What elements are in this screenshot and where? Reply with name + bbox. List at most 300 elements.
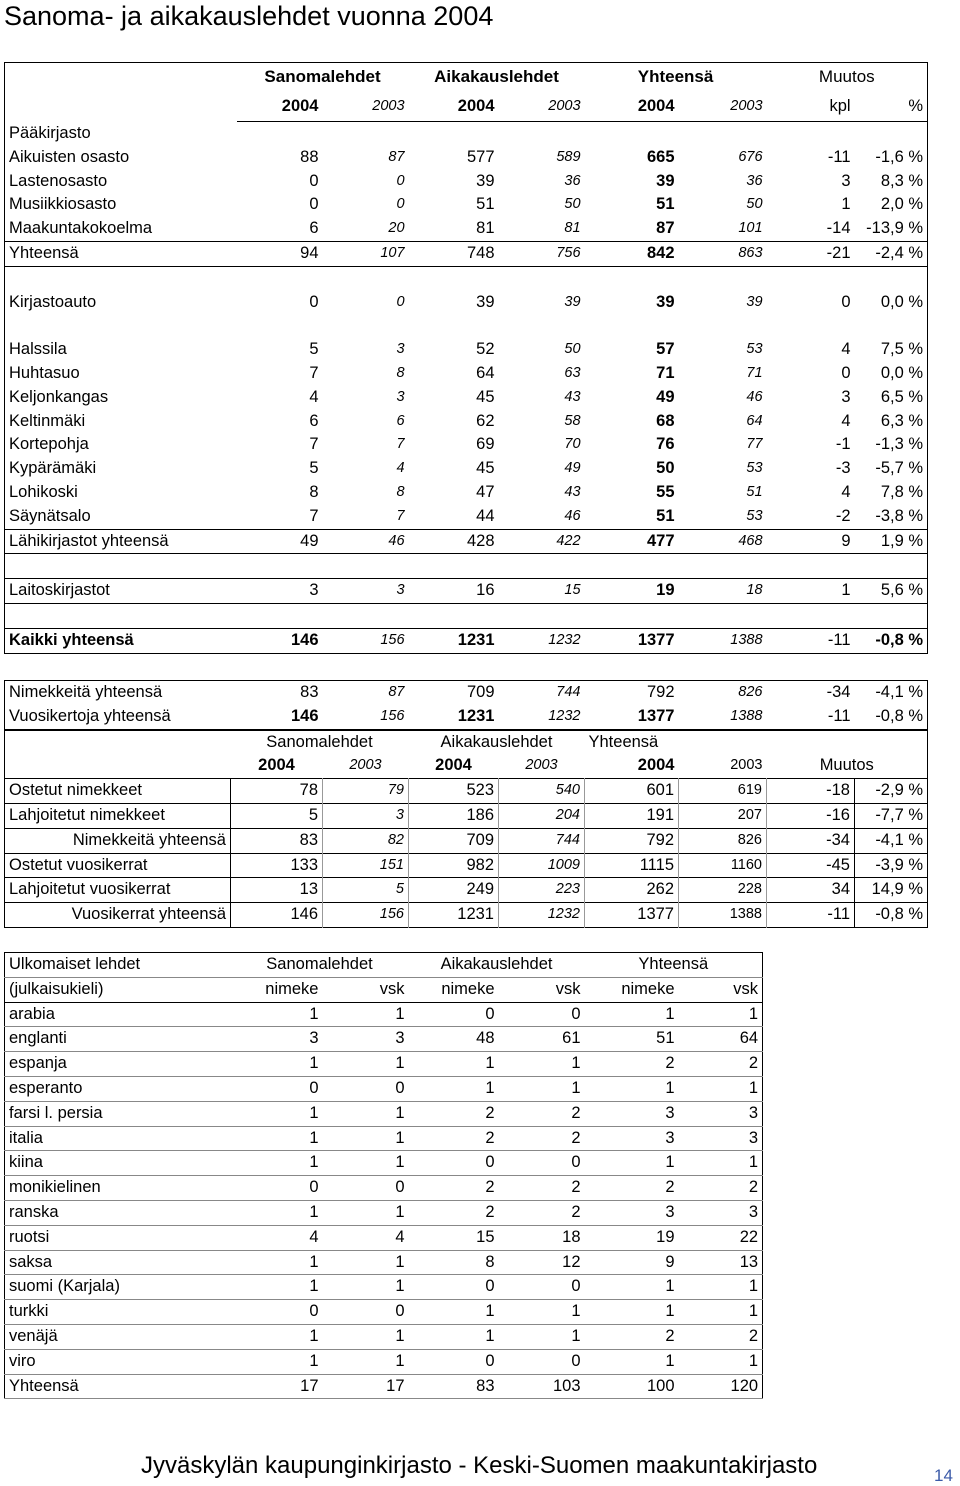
table-cell: 186 — [409, 803, 499, 828]
table-cell: 94 — [237, 241, 323, 266]
table-cell: 7,8 % — [880, 482, 924, 501]
column-header: nimeke — [585, 977, 679, 1002]
table-cell: 82 — [323, 828, 409, 853]
year-header: 2003 — [323, 91, 409, 122]
table-cell: 756 — [499, 241, 585, 266]
group-header: Yhteensä — [637, 67, 714, 86]
table-cell: -16 — [767, 803, 855, 828]
table-cell: 3 — [396, 388, 405, 405]
table-cell: 22 — [679, 1225, 763, 1250]
table-cell: 1160 — [679, 853, 767, 878]
table-row — [5, 433, 928, 457]
table-cell: 0 — [231, 1176, 323, 1201]
table-cell: 0,0 % — [880, 292, 924, 311]
table-cell: 1 — [585, 1275, 679, 1300]
table-cell: 49 — [656, 387, 675, 406]
table-cell: 36 — [746, 172, 763, 189]
group-header: Sanomalehdet — [231, 730, 409, 755]
page-number: 14 — [934, 1466, 953, 1485]
table-cell: -2,4 % — [855, 241, 928, 266]
table-cell: 39 — [564, 293, 581, 310]
table-cell: 7 — [396, 507, 405, 524]
table-cell: 3 — [323, 1027, 409, 1052]
table-row — [5, 681, 928, 705]
muutos-header: Muutos — [819, 756, 874, 775]
table-cell: 792 — [585, 828, 679, 853]
table-cell: -1,6 % — [875, 147, 924, 166]
table-cell: 468 — [679, 529, 767, 554]
table-cell: 422 — [499, 529, 585, 554]
row-label: Laitoskirjastot — [5, 579, 237, 604]
table-cell: 2 — [409, 1200, 499, 1225]
table-cell: 15 — [499, 579, 585, 604]
table-cell: 19 — [585, 1225, 679, 1250]
row-label: Kypärämäki — [9, 459, 97, 478]
table-cell: 1377 — [585, 903, 679, 928]
table-cell: 2 — [499, 1176, 585, 1201]
table-cell: 7 — [309, 506, 319, 525]
table-cell: 5 — [309, 340, 319, 359]
table-cell: 0 — [396, 293, 405, 310]
table-cell: 1 — [231, 1126, 323, 1151]
table-cell: 826 — [738, 684, 763, 700]
row-label: suomi (Karjala) — [5, 1275, 231, 1300]
row-label: farsi l. persia — [5, 1101, 231, 1126]
table-cell: -11 — [827, 706, 851, 725]
group-header: Aikakauslehdet — [409, 953, 585, 978]
group-header-row — [5, 953, 763, 978]
table-cell: 133 — [231, 853, 323, 878]
group-header: Sanomalehdet — [231, 953, 409, 978]
table-cell: 1232 — [499, 628, 585, 653]
table-cell: 1388 — [679, 903, 767, 928]
table-cell: 1 — [499, 1324, 585, 1349]
table-cell: 8 — [396, 364, 405, 381]
table-cell: 1 — [323, 1200, 409, 1225]
table-cell: 7 — [309, 363, 319, 382]
table-row — [5, 1225, 763, 1250]
page-title: Sanoma- ja aikakauslehdet vuonna 2004 — [4, 1, 494, 31]
group-header: Sanomalehdet — [264, 67, 381, 86]
column-header: vsk — [499, 977, 585, 1002]
table-cell: 3 — [323, 803, 409, 828]
table-cell: 1231 — [409, 903, 499, 928]
row-label: Maakuntakokoelma — [9, 219, 153, 238]
library-stats-table — [4, 62, 928, 654]
table-cell: 1232 — [499, 903, 585, 928]
table-row — [5, 1052, 763, 1077]
year-header: 2004 — [585, 91, 679, 122]
table-cell: 58 — [564, 412, 581, 429]
row-label: Yhteensä — [5, 1374, 231, 1399]
year-header: 2003 — [349, 757, 382, 774]
table-cell: 50 — [746, 196, 763, 213]
table-cell: 1 — [231, 1052, 323, 1077]
table-cell: -14 — [826, 219, 851, 238]
row-label: Nimekkeitä yhteensä — [5, 828, 231, 853]
table-cell: 744 — [499, 828, 585, 853]
table-cell: 1 — [679, 1076, 763, 1101]
table-cell: 55 — [656, 482, 675, 501]
table-cell: 4 — [309, 387, 319, 406]
table-cell: 77 — [746, 436, 763, 453]
table-cell: 1 — [409, 1052, 499, 1077]
table-cell: -34 — [767, 828, 855, 853]
table-cell: 156 — [380, 707, 405, 724]
table-cell: 1 — [231, 1002, 323, 1027]
table-cell: 1 — [585, 1151, 679, 1176]
table-cell: 1 — [323, 1151, 409, 1176]
table-cell: 982 — [409, 853, 499, 878]
table-cell: 744 — [556, 684, 581, 700]
table-cell: 156 — [323, 903, 409, 928]
table-cell: 69 — [476, 435, 495, 454]
row-label: monikielinen — [5, 1176, 231, 1201]
row-label: Kortepohja — [9, 435, 89, 454]
table-row — [5, 1151, 763, 1176]
table-cell: 1388 — [730, 707, 763, 724]
table-cell: 204 — [499, 803, 585, 828]
table-cell: 1 — [585, 1349, 679, 1374]
table-row — [5, 1349, 763, 1374]
table-cell: 8 — [396, 483, 405, 500]
table-cell: 3 — [679, 1126, 763, 1151]
table-cell: 6,5 % — [880, 387, 924, 406]
table-cell: 1231 — [457, 706, 495, 725]
table-cell: 12 — [499, 1250, 585, 1275]
year-header: 2004 — [237, 91, 323, 122]
table-cell: 249 — [409, 878, 499, 903]
table-cell: 191 — [585, 803, 679, 828]
table-cell: 1009 — [499, 853, 585, 878]
table-cell: 48 — [409, 1027, 499, 1052]
group-header-row — [5, 730, 928, 755]
table-cell: 51 — [746, 483, 763, 500]
row-label: Halssila — [9, 340, 67, 359]
table-cell: 6 — [396, 412, 405, 429]
table-cell: 156 — [323, 628, 409, 653]
table-cell: 18 — [499, 1225, 585, 1250]
year-header: 2004 — [258, 756, 295, 775]
table-row — [5, 386, 928, 410]
table-cell: 6 — [309, 411, 319, 430]
table-row — [5, 1374, 763, 1399]
row-label: Säynätsalo — [9, 506, 91, 525]
table-cell: -3 — [835, 459, 851, 478]
table-row — [5, 170, 928, 194]
table-cell: 2 — [499, 1101, 585, 1126]
table-cell: 0 — [309, 195, 319, 214]
table-cell: 7 — [309, 435, 319, 454]
table-cell: 79 — [323, 779, 409, 804]
table-cell: 1 — [323, 1275, 409, 1300]
table-cell: 709 — [466, 683, 495, 701]
table-cell: 0 — [499, 1349, 585, 1374]
table-cell: 262 — [585, 878, 679, 903]
table-cell: 15 — [409, 1225, 499, 1250]
table-cell: 53 — [746, 507, 763, 524]
table-cell: 207 — [679, 803, 767, 828]
table-cell: 4 — [841, 482, 851, 501]
section-label: Pääkirjasto — [9, 123, 91, 142]
table-cell: 1 — [323, 1052, 409, 1077]
year-header-row — [5, 754, 928, 778]
table-cell: 1 — [323, 1250, 409, 1275]
table-row — [5, 828, 928, 853]
column-header-row — [5, 977, 763, 1002]
table-row — [5, 1176, 763, 1201]
column-header: (julkaisukieli) — [5, 977, 231, 1002]
table-row — [5, 878, 928, 903]
table-cell: 46 — [564, 507, 581, 524]
table-cell: 76 — [656, 435, 675, 454]
table-cell: 63 — [564, 364, 581, 381]
table-cell: 34 — [767, 878, 855, 903]
table-cell: 50 — [656, 459, 675, 478]
table-cell: 709 — [409, 828, 499, 853]
table-cell: 0 — [409, 1275, 499, 1300]
row-label: saksa — [5, 1250, 231, 1275]
table-cell: 1 — [585, 1300, 679, 1325]
table-cell: 53 — [746, 460, 763, 477]
year-header-row — [5, 91, 928, 122]
table-cell: -0,8 % — [875, 905, 923, 924]
titles-volumes-table — [4, 680, 928, 928]
table-row — [5, 529, 928, 554]
table-cell: -2,9 % — [875, 781, 923, 800]
table-cell: 57 — [656, 340, 675, 359]
table-cell: 0 — [499, 1275, 585, 1300]
table-cell: 1 — [679, 1151, 763, 1176]
table-cell: 1 — [585, 1002, 679, 1027]
table-cell: 0 — [499, 1151, 585, 1176]
table-cell: 0 — [409, 1151, 499, 1176]
table-cell: 8 — [309, 482, 319, 501]
table-cell: 8,3 % — [880, 171, 924, 190]
table-cell: 589 — [556, 148, 581, 165]
table-row — [5, 241, 928, 266]
table-cell: 665 — [647, 147, 675, 166]
year-header: 2003 — [730, 757, 763, 774]
table-cell: 1232 — [548, 707, 581, 724]
table-cell: 477 — [585, 529, 679, 554]
year-header: 2003 — [525, 757, 558, 774]
table-cell: 842 — [585, 241, 679, 266]
table-cell: 2 — [679, 1324, 763, 1349]
table-cell: 45 — [476, 387, 495, 406]
table-cell: 2 — [409, 1176, 499, 1201]
table-cell: 17 — [231, 1374, 323, 1399]
row-label: englanti — [5, 1027, 231, 1052]
table-cell: 51 — [656, 195, 675, 214]
table-cell: 44 — [476, 506, 495, 525]
section-label-row — [5, 122, 928, 146]
year-header: 2004 — [637, 756, 675, 775]
table-cell: -7,7 % — [875, 805, 923, 824]
table-cell: 39 — [746, 293, 763, 310]
table-cell: -18 — [767, 779, 855, 804]
table-cell: 0 — [499, 1002, 585, 1027]
table-cell: 1 — [323, 1101, 409, 1126]
row-label: Vuosikerrat yhteensä — [5, 903, 231, 928]
table-cell: 1 — [679, 1002, 763, 1027]
table-cell: 7 — [396, 436, 405, 453]
row-label: kiina — [5, 1151, 231, 1176]
table-row — [5, 803, 928, 828]
table-cell: 1115 — [585, 853, 679, 878]
table-row — [5, 481, 928, 505]
table-cell: 83 — [300, 683, 319, 701]
table-cell: 1231 — [409, 628, 499, 653]
column-header: vsk — [679, 977, 763, 1002]
table-cell: 16 — [409, 579, 499, 604]
row-label: espanja — [5, 1052, 231, 1077]
table-cell: 1 — [231, 1151, 323, 1176]
table-cell: 49 — [237, 529, 323, 554]
table-cell: 52 — [476, 340, 495, 359]
table-cell: 3 — [841, 171, 851, 190]
table-cell: -4,1 % — [875, 830, 923, 849]
table-row — [5, 410, 928, 434]
table-cell: 51 — [656, 506, 675, 525]
table-cell: 1 — [679, 1300, 763, 1325]
table-cell: 87 — [388, 684, 405, 700]
table-cell: 3 — [585, 1126, 679, 1151]
table-cell: 70 — [564, 436, 581, 453]
table-cell: 146 — [231, 903, 323, 928]
row-label: ruotsi — [5, 1225, 231, 1250]
table-cell: 64 — [476, 363, 495, 382]
table-cell: 0 — [409, 1349, 499, 1374]
table-cell: 1 — [679, 1349, 763, 1374]
table-row — [5, 1101, 763, 1126]
column-header: nimeke — [409, 977, 499, 1002]
row-label: Yhteensä — [5, 241, 237, 266]
table-cell: 49 — [564, 460, 581, 477]
table-cell: 0 — [323, 1076, 409, 1101]
table-cell: 1 — [409, 1300, 499, 1325]
table-cell: 0 — [409, 1002, 499, 1027]
table-cell: 6 — [309, 219, 319, 238]
table-cell: 5,6 % — [855, 579, 928, 604]
table-cell: 5 — [309, 459, 319, 478]
table-cell: 50 — [564, 341, 581, 358]
row-label: Huhtasuo — [9, 363, 80, 382]
table-cell: -11 — [767, 903, 855, 928]
table-row — [5, 1200, 763, 1225]
table-cell: 6,3 % — [880, 411, 924, 430]
table-cell: 81 — [476, 219, 495, 238]
table-cell: 0 — [396, 196, 405, 213]
table-cell: 577 — [466, 147, 495, 166]
table-cell: 0 — [231, 1300, 323, 1325]
table-cell: 61 — [499, 1027, 585, 1052]
table-cell: 14,9 % — [871, 880, 923, 899]
table-cell: 100 — [585, 1374, 679, 1399]
row-label: Nimekkeitä yhteensä — [9, 683, 163, 701]
table-cell: 3 — [585, 1101, 679, 1126]
table-cell: 0 — [309, 292, 319, 311]
group-header: Yhteensä — [585, 953, 763, 978]
table-cell: 428 — [409, 529, 499, 554]
table-cell: 1 — [323, 1126, 409, 1151]
table-row — [5, 1076, 763, 1101]
table-cell: 0 — [841, 363, 851, 382]
table-cell: 7,5 % — [880, 340, 924, 359]
row-label: Keltinmäki — [9, 411, 86, 430]
table-cell: 792 — [646, 683, 675, 701]
table-cell: 1 — [409, 1324, 499, 1349]
table-cell: 2,0 % — [880, 195, 924, 214]
table-row — [5, 1002, 763, 1027]
table-cell: 83 — [231, 828, 323, 853]
table-cell: 64 — [746, 412, 763, 429]
table-cell: 2 — [679, 1052, 763, 1077]
table-cell: 18 — [679, 579, 767, 604]
table-cell: 39 — [656, 171, 675, 190]
table-cell: -11 — [827, 147, 851, 166]
row-label: Lohikoski — [9, 482, 78, 501]
table-cell: -0,8 % — [855, 628, 928, 653]
table-cell: 540 — [499, 779, 585, 804]
table-cell: 1 — [231, 1101, 323, 1126]
group-header: Yhteensä — [585, 730, 767, 755]
table-cell: 4 — [841, 340, 851, 359]
table-cell: 2 — [409, 1101, 499, 1126]
table-cell: 4 — [841, 411, 851, 430]
table-cell: 107 — [323, 241, 409, 266]
table-row — [5, 628, 928, 653]
table-row — [5, 193, 928, 217]
table-cell: 1 — [499, 1300, 585, 1325]
table-cell: 71 — [656, 363, 675, 382]
table-cell: 5 — [231, 803, 323, 828]
table-cell: 50 — [564, 196, 581, 213]
table-cell: -4,1 % — [875, 683, 923, 701]
row-label: Kaikki yhteensä — [5, 628, 237, 653]
table-row — [5, 217, 928, 241]
table-cell: 1377 — [585, 628, 679, 653]
row-label: Musiikkiosasto — [9, 195, 117, 214]
table-cell: 62 — [476, 411, 495, 430]
year-header: 2004 — [435, 756, 472, 775]
table-cell: 2 — [499, 1200, 585, 1225]
table-cell: 53 — [746, 341, 763, 358]
row-label: Kirjastoauto — [9, 292, 97, 311]
year-header: 2004 — [409, 91, 499, 122]
table-cell: 0 — [396, 172, 405, 189]
table-cell: 1 — [323, 1002, 409, 1027]
table-cell: 87 — [656, 219, 675, 238]
table-row — [5, 779, 928, 804]
table-cell: 36 — [564, 172, 581, 189]
row-label: Lastenosasto — [9, 171, 108, 190]
table-cell: 71 — [746, 364, 763, 381]
table-cell: 1 — [231, 1275, 323, 1300]
table-row — [5, 362, 928, 386]
table-cell: 46 — [323, 529, 409, 554]
table-cell: 2 — [499, 1126, 585, 1151]
table-cell: 4 — [323, 1225, 409, 1250]
table-cell: 3 — [231, 1027, 323, 1052]
table-row — [5, 1027, 763, 1052]
table-cell: 1377 — [637, 706, 675, 725]
table-cell: 4 — [396, 460, 405, 477]
row-label: Keljonkangas — [9, 387, 109, 406]
table-cell: 748 — [409, 241, 499, 266]
table-cell: 1 — [231, 1200, 323, 1225]
table-cell: 223 — [499, 878, 585, 903]
